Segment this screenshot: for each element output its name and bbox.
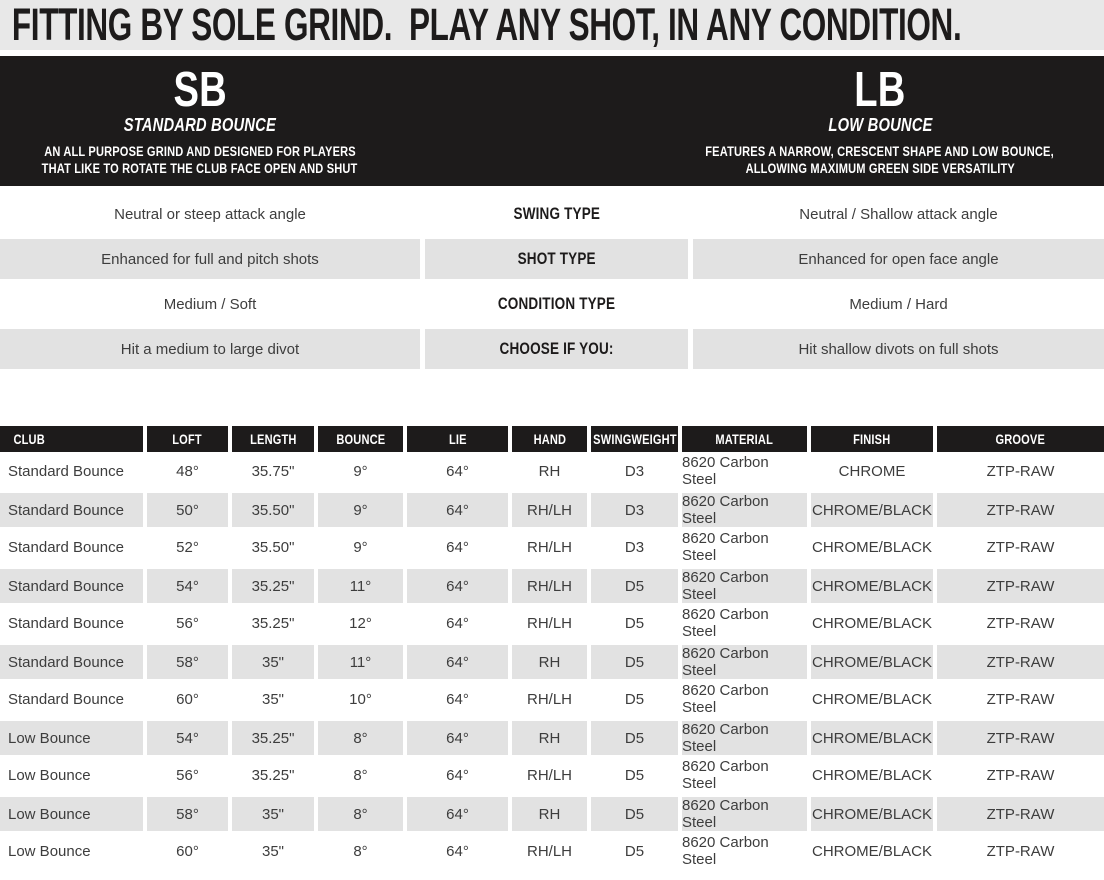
spec-cell: 58° <box>147 794 228 834</box>
spec-table-row <box>0 642 1104 680</box>
lb-description-line-2: ALLOWING MAXIMUM GREEN SIDE VERSATILITY <box>745 161 1015 176</box>
spec-cell: D5 <box>591 642 678 682</box>
spec-cell: D5 <box>591 566 678 606</box>
spec-cell: ZTP-RAW <box>937 566 1104 606</box>
spec-cell: Standard Bounce <box>0 528 143 566</box>
spec-table-row <box>0 718 1104 756</box>
lb-grind-header <box>656 56 1104 186</box>
spec-cell: CHROME/BLACK <box>811 794 933 834</box>
spec-cell: CHROME/BLACK <box>811 604 933 642</box>
spec-table-row <box>0 604 1104 642</box>
spec-cell: 8620 Carbon Steel <box>682 832 807 870</box>
spec-column-header: MATERIAL <box>682 426 807 452</box>
spec-cell: CHROME/BLACK <box>811 642 933 682</box>
spec-cell: RH/LH <box>512 680 587 718</box>
spec-cell: 8620 Carbon Steel <box>682 452 807 490</box>
spec-cell: RH/LH <box>512 528 587 566</box>
spec-cell: RH <box>512 794 587 834</box>
spec-cell: D3 <box>591 490 678 530</box>
lb-description-line-1: FEATURES A NARROW, CRESCENT SHAPE AND LOW BOUNCE, <box>705 144 1055 159</box>
spec-cell: 35.25" <box>232 756 314 794</box>
spec-cell: 9° <box>318 528 403 566</box>
grind-comparison-table <box>0 194 1104 369</box>
spec-cell: 35" <box>232 832 314 870</box>
spec-cell: 64° <box>407 718 508 758</box>
grind-header-band <box>0 56 1104 186</box>
spec-cell: 10° <box>318 680 403 718</box>
spec-cell: CHROME/BLACK <box>811 528 933 566</box>
title-bar <box>0 0 1104 56</box>
sb-value-cell: Enhanced for full and pitch shots <box>0 239 420 279</box>
sb-grind-name: STANDARD BOUNCE <box>123 115 277 135</box>
comparison-row <box>0 239 1104 279</box>
spec-cell: CHROME/BLACK <box>811 718 933 758</box>
spec-cell: 8° <box>318 832 403 870</box>
spec-table-row <box>0 832 1104 870</box>
spec-cell: 56° <box>147 604 228 642</box>
spec-cell: Standard Bounce <box>0 452 143 490</box>
spec-table-row <box>0 452 1104 490</box>
spec-cell: ZTP-RAW <box>937 794 1104 834</box>
spec-cell: Standard Bounce <box>0 566 143 606</box>
spec-table-body <box>0 452 1104 870</box>
spec-cell: 64° <box>407 832 508 870</box>
sb-value-cell: Medium / Soft <box>0 284 420 324</box>
page-title: FITTING BY SOLE GRIND. PLAY ANY SHOT, IN ANY CONDITION. <box>11 0 962 50</box>
spec-cell: 35.75" <box>232 452 314 490</box>
spec-cell: 54° <box>147 718 228 758</box>
comparison-row <box>0 329 1104 369</box>
spec-cell: 64° <box>407 680 508 718</box>
spec-cell: 8620 Carbon Steel <box>682 490 807 530</box>
spec-cell: Low Bounce <box>0 718 143 758</box>
spec-cell: RH/LH <box>512 566 587 606</box>
spec-cell: Low Bounce <box>0 756 143 794</box>
sb-grind-code: SB <box>173 63 227 117</box>
spec-cell: RH/LH <box>512 756 587 794</box>
spec-cell: ZTP-RAW <box>937 604 1104 642</box>
spec-cell: CHROME/BLACK <box>811 756 933 794</box>
spec-table-header-row <box>0 426 1104 452</box>
spec-cell: 8620 Carbon Steel <box>682 756 807 794</box>
spec-cell: 50° <box>147 490 228 530</box>
lb-value-cell: Medium / Hard <box>693 284 1104 324</box>
spec-column-header: LOFT <box>147 426 228 452</box>
spec-cell: 56° <box>147 756 228 794</box>
spec-cell: 11° <box>318 566 403 606</box>
spec-cell: D3 <box>591 528 678 566</box>
spec-cell: 64° <box>407 756 508 794</box>
spec-table-row <box>0 528 1104 566</box>
spec-table-row <box>0 490 1104 528</box>
spec-cell: 12° <box>318 604 403 642</box>
spec-cell: 9° <box>318 490 403 530</box>
comparison-row <box>0 194 1104 234</box>
spec-cell: 60° <box>147 680 228 718</box>
spec-cell: 64° <box>407 452 508 490</box>
spec-cell: RH/LH <box>512 832 587 870</box>
spec-cell: 8620 Carbon Steel <box>682 642 807 682</box>
spec-column-header: LENGTH <box>232 426 314 452</box>
spec-cell: 11° <box>318 642 403 682</box>
spec-cell: D5 <box>591 832 678 870</box>
spec-column-header: SWINGWEIGHT <box>591 426 678 452</box>
spec-cell: RH <box>512 642 587 682</box>
spec-cell: 58° <box>147 642 228 682</box>
spec-table-row <box>0 756 1104 794</box>
spec-cell: RH/LH <box>512 604 587 642</box>
spec-cell: Standard Bounce <box>0 680 143 718</box>
spec-cell: ZTP-RAW <box>937 680 1104 718</box>
lb-grind-description <box>667 143 1092 177</box>
spec-cell: 35" <box>232 680 314 718</box>
spec-cell: D5 <box>591 604 678 642</box>
lb-grind-name: LOW BOUNCE <box>827 115 933 135</box>
sb-description-line-2: THAT LIKE TO ROTATE THE CLUB FACE OPEN AND SHUT <box>42 161 358 176</box>
spec-cell: ZTP-RAW <box>937 528 1104 566</box>
lb-value-cell: Neutral / Shallow attack angle <box>693 194 1104 234</box>
spec-cell: 8620 Carbon Steel <box>682 680 807 718</box>
spec-column-header: FINISH <box>811 426 933 452</box>
spec-cell: CHROME/BLACK <box>811 490 933 530</box>
spec-cell: 64° <box>407 566 508 606</box>
spec-cell: 35" <box>232 642 314 682</box>
grind-band-spacer <box>400 56 656 186</box>
spec-cell: CHROME/BLACK <box>811 680 933 718</box>
spec-cell: Low Bounce <box>0 832 143 870</box>
spec-cell: 64° <box>407 794 508 834</box>
spec-cell: D5 <box>591 680 678 718</box>
spec-cell: 64° <box>407 642 508 682</box>
spec-cell: 35.50" <box>232 528 314 566</box>
spec-cell: 8° <box>318 794 403 834</box>
spec-cell: Standard Bounce <box>0 642 143 682</box>
spec-cell: 60° <box>147 832 228 870</box>
spec-cell: Standard Bounce <box>0 604 143 642</box>
spec-cell: D5 <box>591 718 678 758</box>
spec-table-row <box>0 794 1104 832</box>
spec-cell: 8° <box>318 718 403 758</box>
spec-cell: 64° <box>407 528 508 566</box>
comparison-row-label: CONDITION TYPE <box>425 284 688 324</box>
spec-column-header: LIE <box>407 426 508 452</box>
spec-column-header: HAND <box>512 426 587 452</box>
spec-cell: ZTP-RAW <box>937 490 1104 530</box>
lb-grind-code: LB <box>854 63 906 117</box>
comparison-row <box>0 284 1104 324</box>
spec-cell: CHROME/BLACK <box>811 566 933 606</box>
spec-column-header: GROOVE <box>937 426 1104 452</box>
spec-cell: 48° <box>147 452 228 490</box>
spec-cell: Low Bounce <box>0 794 143 834</box>
spec-cell: 64° <box>407 604 508 642</box>
sb-grind-header <box>0 56 400 186</box>
spec-table-row <box>0 566 1104 604</box>
spec-cell: 9° <box>318 452 403 490</box>
spec-cell: 35.25" <box>232 718 314 758</box>
spec-cell: D5 <box>591 794 678 834</box>
spec-table-row <box>0 680 1104 718</box>
spec-cell: 52° <box>147 528 228 566</box>
spec-cell: 64° <box>407 490 508 530</box>
spec-cell: ZTP-RAW <box>937 718 1104 758</box>
spec-cell: ZTP-RAW <box>937 452 1104 490</box>
sb-value-cell: Hit a medium to large divot <box>0 329 420 369</box>
comparison-row-label: CHOOSE IF YOU: <box>425 329 688 369</box>
spec-cell: D5 <box>591 756 678 794</box>
sb-grind-description <box>7 143 392 177</box>
lb-value-cell: Hit shallow divots on full shots <box>693 329 1104 369</box>
spec-cell: 8620 Carbon Steel <box>682 794 807 834</box>
spec-cell: RH/LH <box>512 490 587 530</box>
spec-table <box>0 426 1104 870</box>
spec-cell: D3 <box>591 452 678 490</box>
spec-cell: 35.25" <box>232 604 314 642</box>
lb-value-cell: Enhanced for open face angle <box>693 239 1104 279</box>
spec-cell: 8° <box>318 756 403 794</box>
spec-cell: RH <box>512 452 587 490</box>
spec-cell: 8620 Carbon Steel <box>682 566 807 606</box>
spec-cell: 35.25" <box>232 566 314 606</box>
spec-cell: ZTP-RAW <box>937 756 1104 794</box>
spec-cell: 8620 Carbon Steel <box>682 604 807 642</box>
spec-cell: 35.50" <box>232 490 314 530</box>
comparison-row-label: SWING TYPE <box>425 194 688 234</box>
spec-cell: ZTP-RAW <box>937 642 1104 682</box>
spec-column-header: BOUNCE <box>318 426 403 452</box>
spec-cell: RH <box>512 718 587 758</box>
spec-cell: ZTP-RAW <box>937 832 1104 870</box>
comparison-row-label: SHOT TYPE <box>425 239 688 279</box>
spec-column-header: CLUB <box>0 426 143 452</box>
spec-cell: 8620 Carbon Steel <box>682 528 807 566</box>
spec-cell: 54° <box>147 566 228 606</box>
spec-cell: CHROME <box>811 452 933 490</box>
sb-description-line-1: AN ALL PURPOSE GRIND AND DESIGNED FOR PLAYERS <box>44 144 356 159</box>
spec-cell: Standard Bounce <box>0 490 143 530</box>
spec-cell: CHROME/BLACK <box>811 832 933 870</box>
sb-value-cell: Neutral or steep attack angle <box>0 194 420 234</box>
spec-cell: 35" <box>232 794 314 834</box>
spec-cell: 8620 Carbon Steel <box>682 718 807 758</box>
